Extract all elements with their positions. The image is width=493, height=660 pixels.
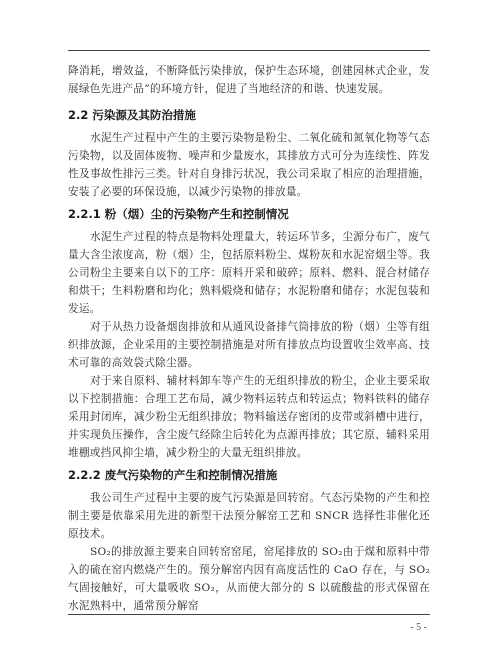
page-number: - 5 -	[410, 622, 427, 633]
paragraph: 对于来自原料、辅材料卸车等产生的无组织排放的粉尘，企业主要采取以下控制措施：合理工艺布局，减少物料运转点和转运点；物料铁料的储存采用封闭库，减少粉尘无组织排放；物料输送存密闭的皮带或斜槽中进行，并实现负压操作，含尘废气经除尘后转化为点源再排放；其它原、辅料采用堆棚或挡风抑尘墙，减少粉尘的大量无组织排放。	[68, 375, 430, 459]
section-heading-2-2-2: 2.2.2 废气污染物的产生和控制情况措施	[68, 468, 278, 482]
paragraph: SO₂的排放源主要来自回转窑窑尾，窑尾排放的 SO₂由于煤和原料中带入的硫在窑内燃烧产生的。预分解窑内因有高度活性的 CaO 存在，与 SO₂气固接触好，可大量吸收 SO₂，从而使大部分的 S 以硫酸盐的形式保留在水泥熟料中，通常预分解窑	[68, 546, 430, 612]
paragraph: 我公司生产过程中主要的废气污染源是回转窑。气态污染物的产生和控制主要是依靠采用先进的新型干法预分解窑工艺和 SNCR 选择性非催化还原技术。	[68, 492, 430, 540]
page-content	[68, 62, 430, 615]
section-heading-2-2-1: 2.2.1 粉（烟）尘的污染物产生和控制情况	[68, 207, 289, 221]
footer-rule	[68, 614, 430, 615]
paragraph: 水泥生产过程中产生的主要污染物是粉尘、二氧化硫和氮氧化物等气态污染物，以及固体废物、噪声和少量废水，其排放方式可分为连续性、阵发性及事故性排污三类。针对自身排污状况，我公司采取了相应的治理措施，安装了必要的环保设施，以减少污染物的排放量。	[68, 132, 430, 198]
continuation-paragraph: 降消耗，增效益，不断降低污染排放，保护生态环境，创建园林式企业，发展绿色先进产品”的环境方针，促进了当地经济的和谐、快速发展。	[68, 65, 430, 95]
section-heading-2-2: 2.2 污染源及其防治措施	[68, 108, 196, 122]
paragraph: 对于从热力设备烟囱排放和从通风设备排气筒排放的粉（烟）尘等有组织排放源，企业采用的主要控制措施是对所有排放点均设置收尘效率高、技术可靠的高效袋式除尘器。	[68, 321, 430, 369]
header-rule	[68, 50, 430, 51]
paragraph: 水泥生产过程的特点是物料处理量大，转运环节多，尘源分布广，废气量大含尘浓度高，粉（烟）尘，包括原料粉尘、煤粉灰和水泥窑烟尘等。我公司粉尘主要来自以下的工序：原料开采和破碎；原料、燃料、混合材储存和烘干；生料粉磨和均化；熟料煅烧和储存；水泥粉磨和储存；水泥包装和发运。	[68, 231, 430, 315]
